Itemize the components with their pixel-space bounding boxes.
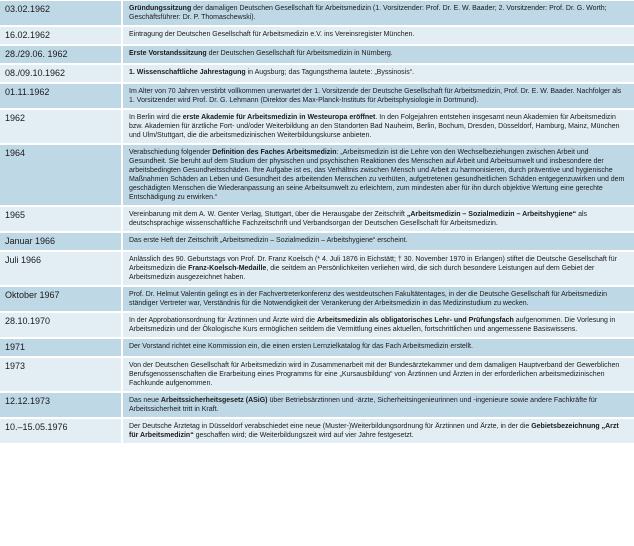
timeline-row	[0, 339, 634, 356]
timeline-date: Januar 1966	[0, 233, 123, 250]
description-text: Das erste Heft der Zeitschrift „Arbeitsmedizin – Sozialmedizin – Arbeitshygiene“ erscheint.	[129, 237, 408, 244]
timeline-body	[0, 1, 634, 443]
description-text: In der Approbationsordnung für Ärztinnen und Ärzte wird die	[129, 317, 317, 324]
description-text: Eintragung der Deutschen Gesellschaft für Arbeitsmedizin e.V. ins Vereinsregister München.	[129, 31, 415, 38]
timeline-date: 01.11.1962	[0, 84, 123, 108]
description-text: In Berlin wird die	[129, 114, 183, 121]
timeline-row	[0, 358, 634, 391]
timeline-description	[123, 287, 634, 311]
timeline-row	[0, 46, 634, 63]
description-highlight: 1. Wissenschaftliche Jahrestagung	[129, 69, 246, 76]
timeline-description	[123, 252, 634, 285]
description-text: über Betriebsärztinnen und -ärzte, Sicherheitsingenieurinnen und -ingenieure sowie andere Fachkräfte für Arbeitssicherheit tritt in Kraft.	[129, 397, 598, 413]
timeline-date: 08./09.10.1962	[0, 65, 123, 82]
timeline-date: 1965	[0, 207, 123, 231]
timeline-row	[0, 252, 634, 285]
timeline-description	[123, 358, 634, 391]
timeline-row	[0, 27, 634, 44]
timeline-date: 1971	[0, 339, 123, 356]
timeline-description	[123, 110, 634, 143]
description-text: der Deutschen Gesellschaft für Arbeitsmedizin in Nürnberg.	[206, 50, 393, 57]
timeline-row	[0, 313, 634, 337]
timeline-row	[0, 207, 634, 231]
description-text: . In den Folgejahren entstehen insgesamt neun Akademien für Arbeitsmedizin bzw. Akademien für ärztliche Fort- und/oder Weiterbildung an den Standorten Bad Nauheim, Berlin, Bochum, Dresden, Düsseldorf, Hamburg, Mainz, München und Ulm/Stuttgart, die die arbeitsmedizinischen Weiterbildungskurse anbieten.	[129, 114, 620, 139]
timeline-row	[0, 393, 634, 417]
description-text: Von der Deutschen Gesellschaft für Arbeitsmedizin wird in Zusammenarbeit mit der Bundesärztekammer und dem damaligen Hauptverband der Gewerblichen Berufsgenossenschaften die Erarbeitung eines Programms für eine „Kursausbildung“ von Ärztinnen und Ärzten in der erforderlichen arbeitsmedizinischen Fachkunde aufgenommen.	[129, 362, 620, 387]
timeline-description	[123, 393, 634, 417]
description-highlight: Definition des Faches Arbeitsmedizin	[212, 149, 337, 156]
timeline-date: Oktober 1967	[0, 287, 123, 311]
description-text: Der Deutsche Ärztetag in Düsseldorf verabschiedet eine neue (Muster-)Weiterbildungsordnung für Ärztinnen und Ärzte, in der die	[129, 423, 532, 430]
timeline-row	[0, 287, 634, 311]
description-text: Vereinbarung mit dem A. W. Genter Verlag, Stuttgart, über die Herausgabe der Zeitschrift	[129, 211, 407, 218]
description-text: als deutschsprachige wissenschaftliche Fachzeitschrift und Verbandsorgan der Deutschen Gesellschaft für Arbeitsmedizin.	[129, 211, 588, 227]
timeline-date: Juli 1966	[0, 252, 123, 285]
timeline-description	[123, 313, 634, 337]
timeline-description	[123, 207, 634, 231]
timeline-date: 28./29.06. 1962	[0, 46, 123, 63]
description-highlight: Arbeitsmedizin als obligatorisches Lehr- und Prüfungsfach	[316, 317, 514, 324]
timeline-row	[0, 1, 634, 25]
timeline-description	[123, 46, 634, 63]
timeline-row	[0, 145, 634, 205]
description-highlight: „Arbeitsmedizin – Sozialmedizin – Arbeitshygiene“	[406, 211, 577, 218]
timeline-row	[0, 419, 634, 443]
timeline-row	[0, 84, 634, 108]
timeline-description	[123, 84, 634, 108]
description-highlight: Gebietsbezeichnung „Arzt für Arbeitsmedizin“	[129, 423, 619, 439]
timeline-description	[123, 233, 634, 250]
description-highlight: Franz-Koelsch-Medaille	[188, 265, 267, 272]
description-highlight: Gründungssitzung	[129, 5, 192, 12]
timeline-description	[123, 65, 634, 82]
description-text: Verabschiedung folgender	[129, 149, 213, 156]
timeline-date: 03.02.1962	[0, 1, 123, 25]
description-highlight: erste Akademie für Arbeitsmedizin in Westeuropa eröffnet	[182, 114, 376, 121]
timeline-description	[123, 27, 634, 44]
timeline-row	[0, 233, 634, 250]
description-text: Prof. Dr. Helmut Valentin gelingt es in der Fachvertreterkonferenz des westdeutschen Fakultätentages, in der die Deutsche Gesellschaft für Arbeitsmedizin ständiger Vertreter war, Verständnis für die Notwendigkeit der Verankerung der Arbeitsmedizin in das Medizinstudium zu wecken.	[129, 291, 608, 307]
timeline-description	[123, 145, 634, 205]
description-text: der damaligen Deutschen Gesellschaft für Arbeitsmedizin (1. Vorsitzender: Prof. Dr. E. W. Baader; 2. Vorsitzender: Prof. Dr. G. Worth; Geschäftsführer: Dr. P. Thomaschewski).	[129, 5, 607, 21]
timeline-date: 1964	[0, 145, 123, 205]
timeline-date: 28.10.1970	[0, 313, 123, 337]
description-text: Der Vorstand richtet eine Kommission ein, die einen ersten Lernzielkatalog für das Fach Arbeitsmedizin erstellt.	[129, 343, 473, 350]
description-text: Im Alter von 70 Jahren verstirbt vollkommen unerwartet der 1. Vorsitzende der Deutsche Gesellschaft für Arbeitsmedizin, Prof. Dr. E. W. Baader. Nachfolger als 1. Vorsitzender wird Prof. Dr. G. Lehmann (Direktor des Max-Planck-Instituts für Arbeitsphysiologie in Dortmund).	[129, 88, 622, 104]
description-text: Das neue	[129, 397, 161, 404]
timeline-date: 1973	[0, 358, 123, 391]
timeline-date: 1962	[0, 110, 123, 143]
timeline-description	[123, 339, 634, 356]
description-text: , die seitdem an Persönlichkeiten verliehen wird, die sich durch besondere Leistungen auf dem Gebiet der Arbeitsmedizin ausgezeichnet haben.	[129, 265, 595, 281]
timeline-description	[123, 1, 634, 25]
timeline-date: 10.–15.05.1976	[0, 419, 123, 443]
description-text: : „Arbeitsmedizin ist die Lehre von den Wechselbeziehungen zwischen Arbeit und Gesundheit. Sie beruht auf dem Studium der physischen und psychischen Reaktionen des Menschen auf Arbeit und Arbeitsumwelt und insbesondere der arbeitsbedingten Gesundheitsschäden. Ihre Aufgabe ist es, das Verhältnis zwischen Mensch und Arbeit zu harmonisieren, durch präventive und hygienische Maßnahmen Schäden an Leben und Gesundheit des arbeitenden Menschen zu verhüten, aufgetretenen gesundheitlichen Schäden entgegenzuwirken und dem geschädigten Menschen die Wiederanpassung an seine Arbeitsumwelt zu erleichtern, zum mindesten aber für ihn durch objektive Wertung eine gerechte Entschädigung zu erwirken.“	[129, 149, 625, 201]
timeline-description	[123, 419, 634, 443]
description-text: Anlässlich des 90. Geburtstags von Prof. Dr. Franz Koelsch (* 4. Juli 1876 in Eichstätt; † 30. November 1970 in Erlangen) stiftet die Deutsche Gesellschaft für Arbeitsmedizin die	[129, 256, 617, 272]
timeline-date: 12.12.1973	[0, 393, 123, 417]
timeline-row	[0, 65, 634, 82]
description-text: in Augsburg; das Tagungsthema lautete: „Byssinosis“.	[245, 69, 415, 76]
description-highlight: Arbeitssicherheitsgesetz (ASiG)	[160, 397, 268, 404]
description-text: aufgenommen. Die Vorlesung in Arbeitsmedizin und der Ökologische Kurs ermöglichen seitdem die Vermittlung eines aktuellen, fortschrittlichen und angemessene Basiswissens.	[129, 317, 616, 333]
timeline-date: 16.02.1962	[0, 27, 123, 44]
description-highlight: Erste Vorstandssitzung	[129, 50, 207, 57]
timeline-row	[0, 110, 634, 143]
description-text: geschaffen wird; die Weiterbildungszeit wird auf vier Jahre festgesetzt.	[193, 432, 414, 439]
